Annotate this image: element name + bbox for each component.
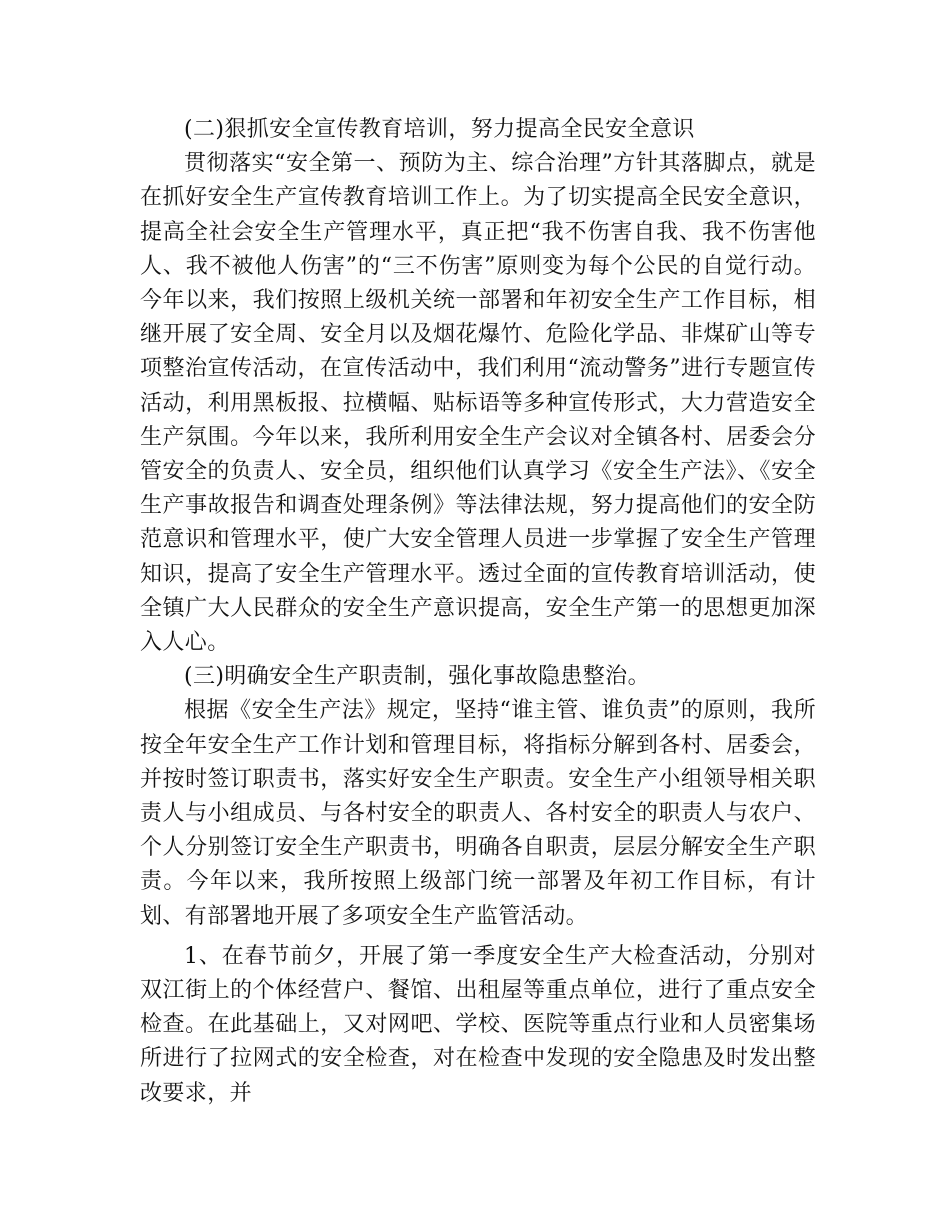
paragraph-responsibility: 根据《安全生产法》规定，坚持“谁主管、谁负责”的原则，我所按全年安全生产工作计划和管理目标，将指标分解到各村、居委会，并按时签订职责书，落实好安全生产职责。安全生产小组领导相关职责人与小组成员、与各村安全的职责人、各村安全的职责人与农户、个人分别签订安全生产职责书，明确各自职责，层层分解安全生产职责。今年以来，我所按照上级部门统一部署及年初工作目标，有计划、有部署地开展了多项安全生产监管活动。: [140, 698, 816, 929]
section-heading-publicity: (二)狠抓安全宣传教育培训，努力提高全民安全意识: [184, 117, 695, 142]
document-body: [140, 113, 816, 1111]
paragraph-publicity-training: 贯彻落实“安全第一、预防为主、综合治理”方针其落脚点，就是在抓好安全生产宣传教育培训工作上。为了切实提高全民安全意识，提高全社会安全生产管理水平，真正把“我不伤害自我、我不伤害他人、我不被他人伤害”的“三不伤害”原则变为每个公民的自觉行动。今年以来，我们按照上级机关统一部署和年初安全生产工作目标，相继开展了安全周、安全月以及烟花爆竹、危险化学品、非煤矿山等专项整治宣传活动，在宣传活动中，我们利用“流动警务”进行专题宣传活动，利用黑板报、拉横幅、贴标语等多种宣传形式，大力营造安全生产氛围。今年以来，我所利用安全生产会议对全镇各村、居委会分管安全的负责人、安全员，组织他们认真学习《安全生产法》、《安全生产事故报告和调查处理条例》等法律法规，努力提高他们的安全防范意识和管理水平，使广大安全管理人员进一步掌握了安全生产管理知识，提高了安全生产管理水平。透过全面的宣传教育培训活动，使全镇广大人民群众的安全生产意识提高，安全生产第一的思想更加深入人心。: [140, 151, 816, 656]
section-heading-responsibility: (三)明确安全生产职责制，强化事故隐患整治。: [184, 664, 650, 690]
paragraph-spring-inspection: 1、在春节前夕，开展了第一季度安全生产大检查活动，分别对双江街上的个体经营户、餐馆、出租屋等重点单位，进行了重点安全检查。在此基础上，又对网吧、学校、医院等重点行业和人员密集场所进行了拉网式的安全检查，对在检查中发现的安全隐患及时发出整改要求，并: [140, 943, 816, 1106]
